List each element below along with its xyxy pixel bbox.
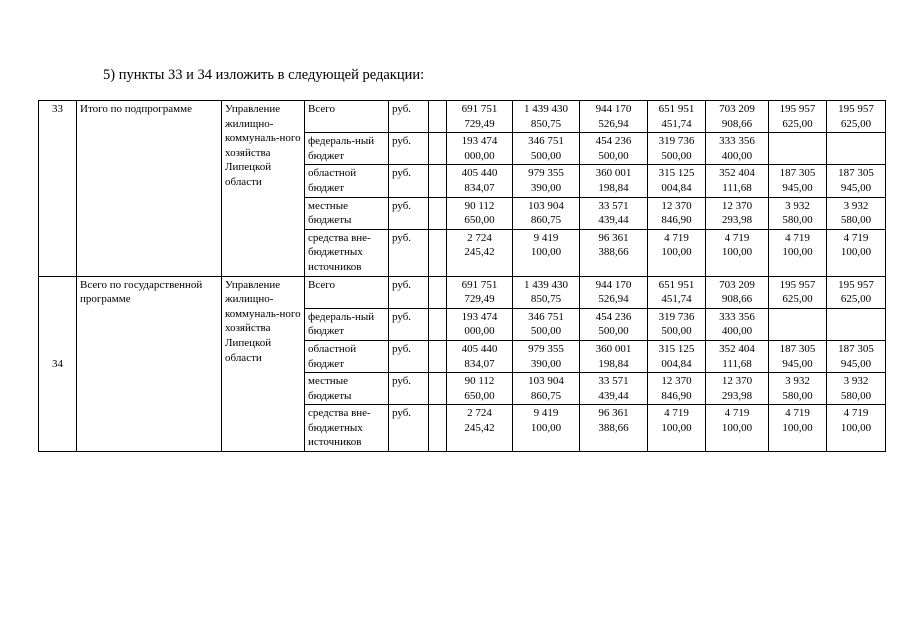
- value-cell: 346 751 500,00: [513, 133, 580, 165]
- value-cell: 691 751 729,49: [447, 101, 513, 133]
- value-cell: 3 932 580,00: [769, 373, 827, 405]
- value-cell: 187 305 945,00: [827, 340, 886, 372]
- value-cell: 193 474 000,00: [447, 308, 513, 340]
- value-cell: 90 112 650,00: [447, 197, 513, 229]
- value-cell: 1 439 430 850,75: [513, 101, 580, 133]
- funding-source: областной бюджет: [305, 340, 389, 372]
- value-cell: 4 719 100,00: [648, 229, 706, 276]
- unit: руб.: [389, 276, 429, 308]
- value-cell: 1 439 430 850,75: [513, 276, 580, 308]
- value-cell: 103 904 860,75: [513, 373, 580, 405]
- value-cell: [769, 308, 827, 340]
- empty-cell: [429, 133, 447, 165]
- empty-cell: [429, 197, 447, 229]
- value-cell: 454 236 500,00: [580, 133, 648, 165]
- value-cell: 3 932 580,00: [827, 197, 886, 229]
- empty-cell: [429, 308, 447, 340]
- funding-source: местные бюджеты: [305, 373, 389, 405]
- value-cell: [827, 308, 886, 340]
- value-cell: 195 957 625,00: [827, 101, 886, 133]
- value-cell: 360 001 198,84: [580, 165, 648, 197]
- item-number: 33: [39, 101, 77, 277]
- amendment-heading: 5) пункты 33 и 34 изложить в следующей редакции:: [103, 67, 425, 83]
- value-cell: 195 957 625,00: [769, 276, 827, 308]
- empty-cell: [429, 373, 447, 405]
- item-name: Итого по подпрограмме: [77, 101, 222, 277]
- value-cell: 944 170 526,94: [580, 101, 648, 133]
- value-cell: 2 724 245,42: [447, 405, 513, 452]
- value-cell: 187 305 945,00: [769, 165, 827, 197]
- value-cell: 315 125 004,84: [648, 165, 706, 197]
- empty-cell: [429, 405, 447, 452]
- value-cell: 2 724 245,42: [447, 229, 513, 276]
- value-cell: 360 001 198,84: [580, 340, 648, 372]
- value-cell: 12 370 846,90: [648, 373, 706, 405]
- value-cell: 12 370 293,98: [706, 373, 769, 405]
- value-cell: 454 236 500,00: [580, 308, 648, 340]
- unit: руб.: [389, 197, 429, 229]
- funding-source: областной бюджет: [305, 165, 389, 197]
- value-cell: 333 356 400,00: [706, 308, 769, 340]
- value-cell: 352 404 111,68: [706, 340, 769, 372]
- value-cell: 3 932 580,00: [827, 373, 886, 405]
- value-cell: 4 719 100,00: [648, 405, 706, 452]
- empty-cell: [429, 101, 447, 133]
- unit: руб.: [389, 165, 429, 197]
- unit: руб.: [389, 405, 429, 452]
- unit: руб.: [389, 101, 429, 133]
- value-cell: 195 957 625,00: [769, 101, 827, 133]
- empty-cell: [429, 276, 447, 308]
- funding-source: Всего: [305, 101, 389, 133]
- value-cell: 315 125 004,84: [648, 340, 706, 372]
- value-cell: 405 440 834,07: [447, 340, 513, 372]
- item-number: 34: [39, 276, 77, 452]
- value-cell: 33 571 439,44: [580, 197, 648, 229]
- value-cell: 187 305 945,00: [769, 340, 827, 372]
- value-cell: 703 209 908,66: [706, 276, 769, 308]
- value-cell: 405 440 834,07: [447, 165, 513, 197]
- item-name: Всего по государственной программе: [77, 276, 222, 452]
- value-cell: 12 370 846,90: [648, 197, 706, 229]
- value-cell: 187 305 945,00: [827, 165, 886, 197]
- table-row: [39, 276, 886, 308]
- unit: руб.: [389, 133, 429, 165]
- value-cell: [827, 133, 886, 165]
- value-cell: 9 419 100,00: [513, 229, 580, 276]
- value-cell: 96 361 388,66: [580, 229, 648, 276]
- value-cell: 33 571 439,44: [580, 373, 648, 405]
- value-cell: 944 170 526,94: [580, 276, 648, 308]
- value-cell: 979 355 390,00: [513, 165, 580, 197]
- value-cell: 4 719 100,00: [827, 405, 886, 452]
- empty-cell: [429, 340, 447, 372]
- empty-cell: [429, 165, 447, 197]
- value-cell: 3 932 580,00: [769, 197, 827, 229]
- funding-source: средства вне-бюджетных источников: [305, 229, 389, 276]
- unit: руб.: [389, 373, 429, 405]
- executor-name: Управление жилищно-коммуналь-ного хозяйства Липецкой области: [222, 101, 305, 277]
- funding-source: федераль-ный бюджет: [305, 133, 389, 165]
- value-cell: 4 719 100,00: [827, 229, 886, 276]
- table-body: [39, 101, 886, 452]
- value-cell: [769, 133, 827, 165]
- value-cell: 90 112 650,00: [447, 373, 513, 405]
- value-cell: 651 951 451,74: [648, 101, 706, 133]
- empty-cell: [429, 229, 447, 276]
- value-cell: 352 404 111,68: [706, 165, 769, 197]
- unit: руб.: [389, 340, 429, 372]
- value-cell: 193 474 000,00: [447, 133, 513, 165]
- value-cell: 346 751 500,00: [513, 308, 580, 340]
- funding-source: федераль-ный бюджет: [305, 308, 389, 340]
- funding-source: средства вне-бюджетных источников: [305, 405, 389, 452]
- value-cell: 333 356 400,00: [706, 133, 769, 165]
- unit: руб.: [389, 229, 429, 276]
- table-row: [39, 101, 886, 133]
- value-cell: 96 361 388,66: [580, 405, 648, 452]
- value-cell: 691 751 729,49: [447, 276, 513, 308]
- value-cell: 4 719 100,00: [769, 405, 827, 452]
- value-cell: 4 719 100,00: [706, 405, 769, 452]
- value-cell: 319 736 500,00: [648, 308, 706, 340]
- value-cell: 12 370 293,98: [706, 197, 769, 229]
- value-cell: 195 957 625,00: [827, 276, 886, 308]
- value-cell: 979 355 390,00: [513, 340, 580, 372]
- funding-source: Всего: [305, 276, 389, 308]
- unit: руб.: [389, 308, 429, 340]
- value-cell: 651 951 451,74: [648, 276, 706, 308]
- value-cell: 319 736 500,00: [648, 133, 706, 165]
- value-cell: 4 719 100,00: [769, 229, 827, 276]
- funding-source: местные бюджеты: [305, 197, 389, 229]
- value-cell: 4 719 100,00: [706, 229, 769, 276]
- value-cell: 9 419 100,00: [513, 405, 580, 452]
- value-cell: 703 209 908,66: [706, 101, 769, 133]
- value-cell: 103 904 860,75: [513, 197, 580, 229]
- executor-name: Управление жилищно-коммуналь-ного хозяйства Липецкой области: [222, 276, 305, 452]
- program-table: [38, 100, 886, 452]
